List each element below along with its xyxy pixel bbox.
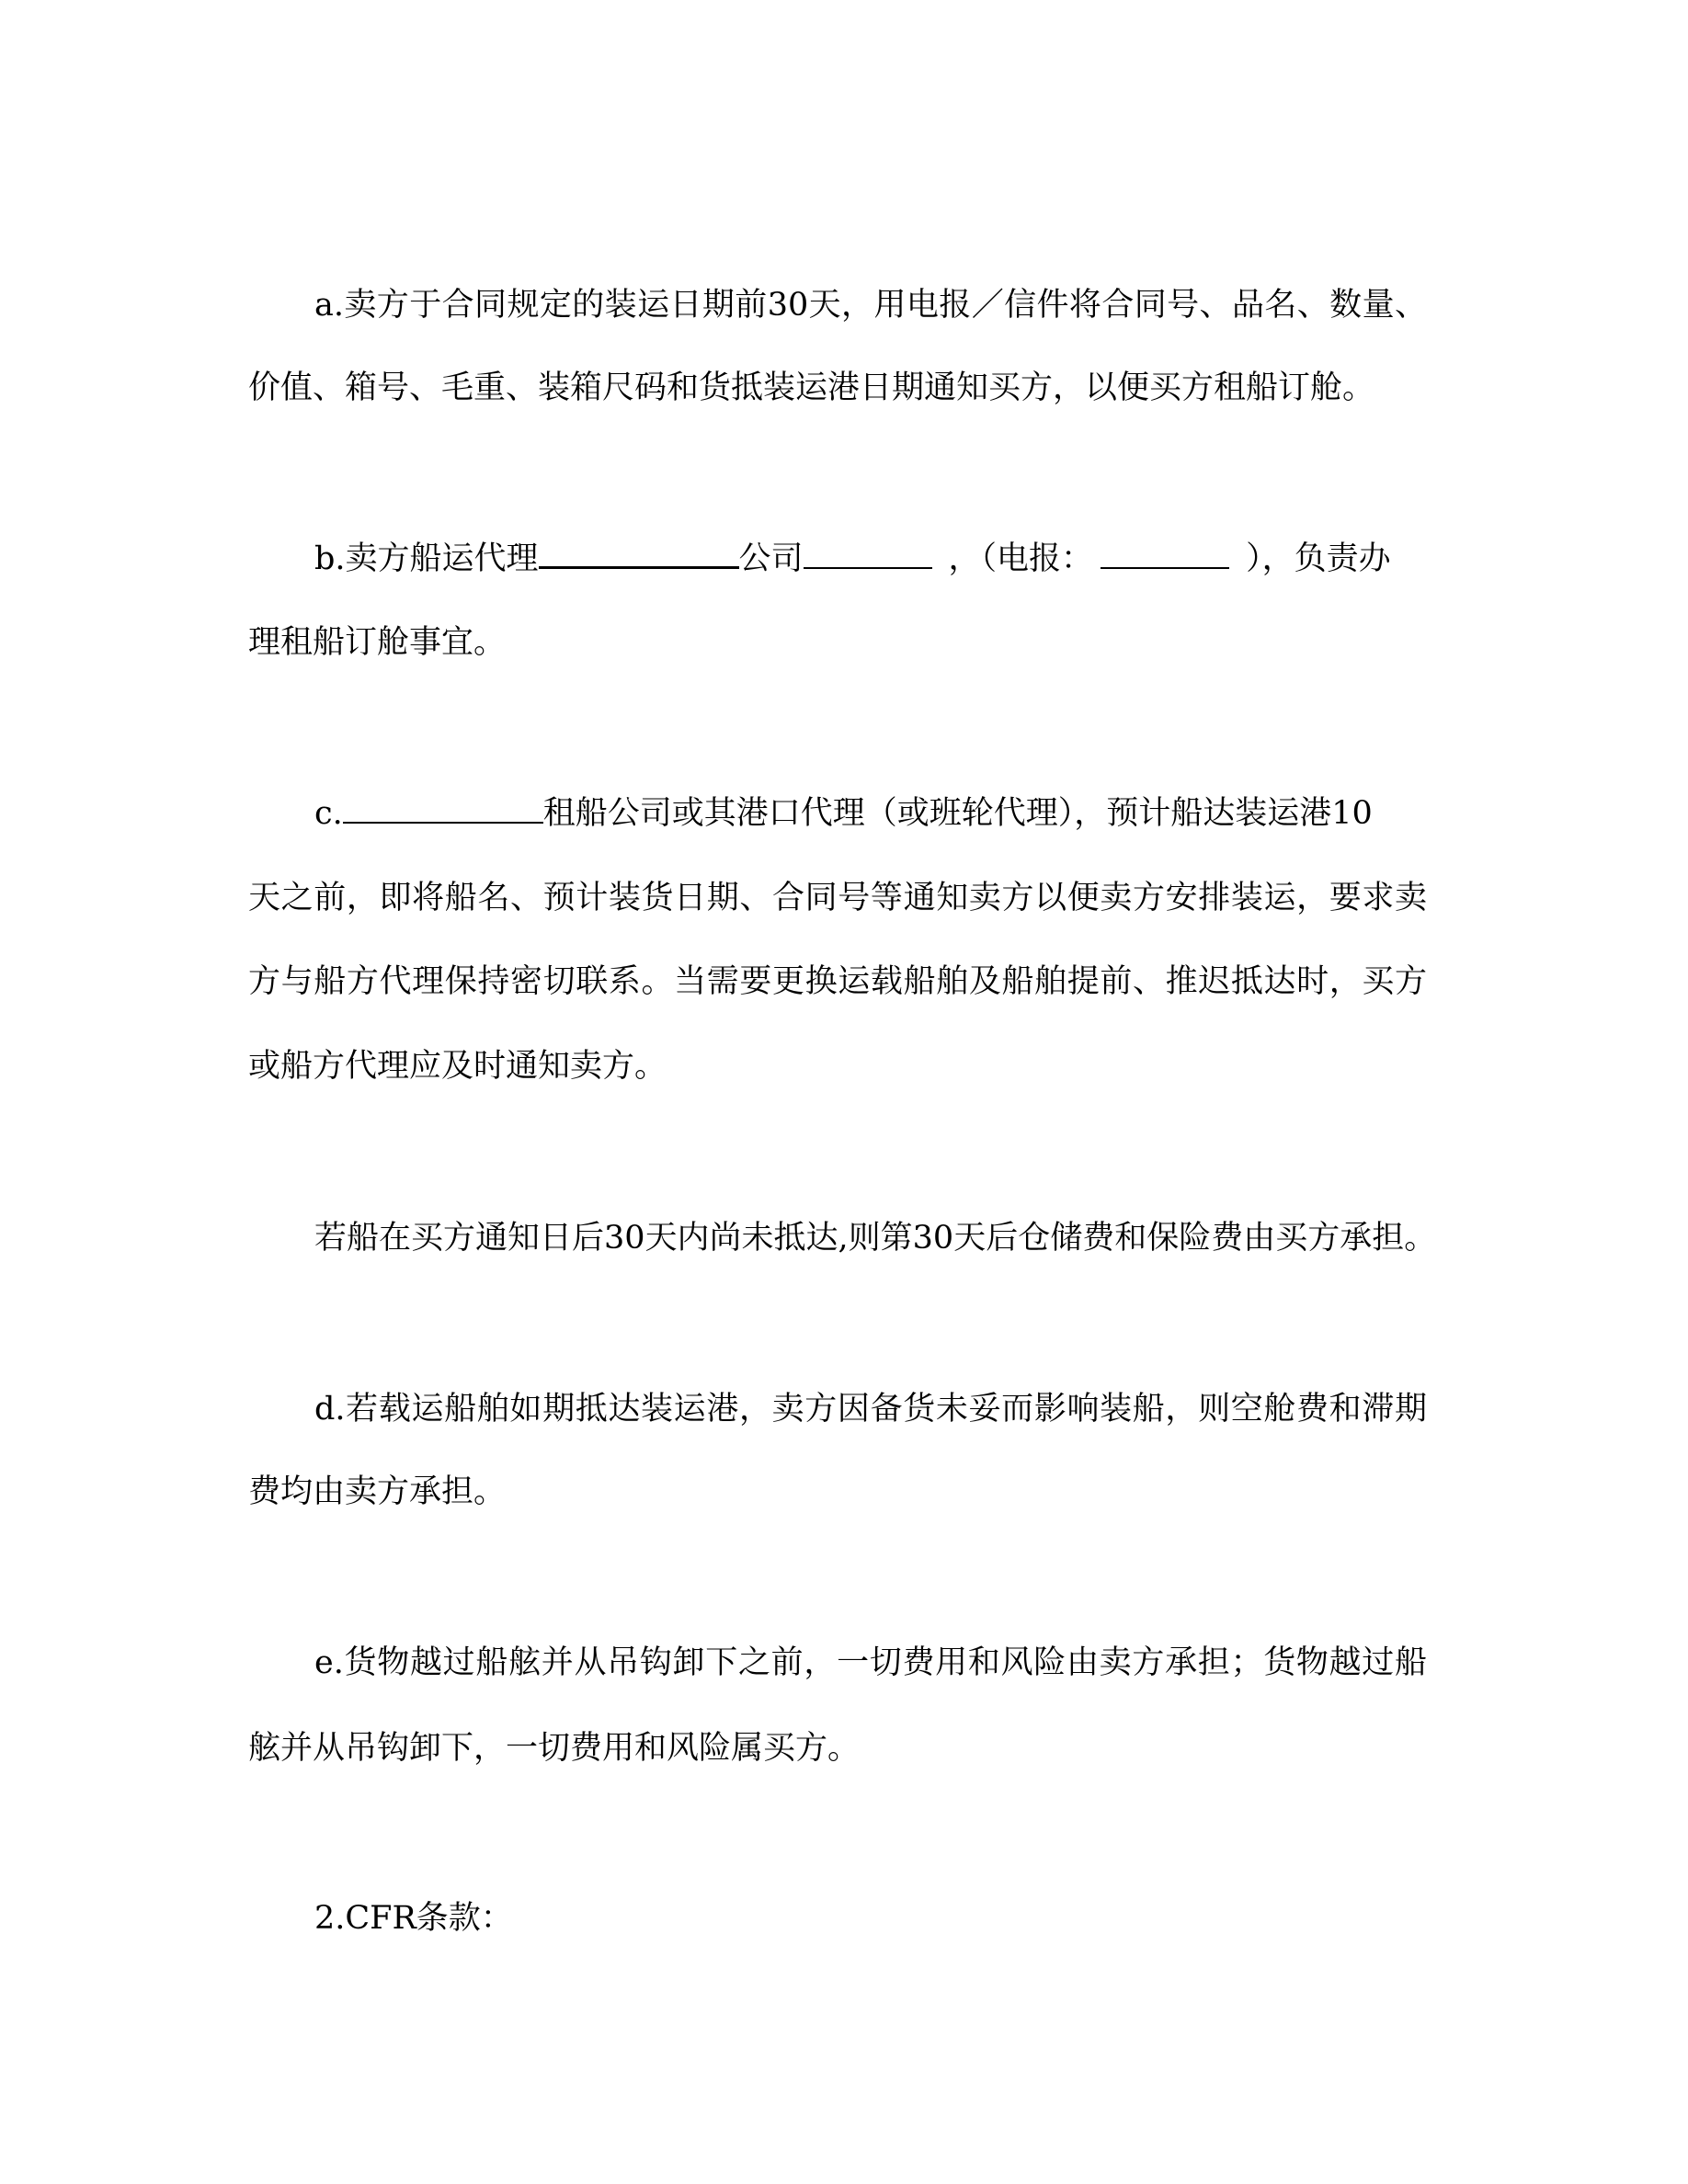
paragraph-c-line-3: 方与船方代理保持密切联系。当需要更换运载船舶及船舶提前、推迟抵达时，买方	[248, 963, 1427, 1000]
paragraph-c-line-1	[314, 793, 1427, 834]
paragraph-c-line-1-rest: 租船公司或其港口代理（或班轮代理），预计船达装运港10	[542, 795, 1373, 832]
charter-company-blank[interactable]	[343, 794, 543, 824]
paragraph-c-prefix: c.	[314, 795, 343, 832]
paragraph-storage-line-1: 若船在买方通知日后30天内尚未抵达,则第30天后仓储费和保险费由买方承担。	[314, 1220, 1437, 1257]
telegram-blank[interactable]	[1101, 540, 1229, 569]
paragraph-b-line-2: 理租船订舱事宜。	[248, 624, 507, 661]
paragraph-a-line-1: a.卖方于合同规定的装运日期前30天，用电报／信件将合同号、品名、数量、	[314, 287, 1427, 324]
paragraph-d-line-2: 费均由卖方承担。	[248, 1473, 507, 1510]
paragraph-e-line-1: e.货物越过船舷并从吊钩卸下之前，一切费用和风险由卖方承担；货物越过船	[314, 1644, 1427, 1681]
paragraph-b-company: 公司	[738, 540, 804, 577]
paragraph-b-suffix: ），负责办	[1246, 540, 1391, 577]
section-2-heading: 2.CFR条款：	[314, 1900, 513, 1937]
company-blank[interactable]	[804, 540, 932, 569]
paragraph-b-telegram: ，（电报：	[948, 540, 1094, 577]
paragraph-c-line-2: 天之前，即将船名、预计装货日期、合同号等通知卖方以便卖方安排装运，要求卖	[248, 880, 1427, 916]
paragraph-a-line-2: 价值、箱号、毛重、装箱尺码和货抵装运港日期通知买方，以便买方租船订舱。	[248, 370, 1375, 406]
paragraph-b-line-1	[314, 539, 1427, 579]
paragraph-e-line-2: 舷并从吊钩卸下，一切费用和风险属买方。	[248, 1730, 861, 1767]
agent-blank[interactable]	[539, 539, 739, 569]
paragraph-d-line-1: d.若载运船舶如期抵达装运港，卖方因备货未妥而影响装船，则空舱费和滞期	[314, 1391, 1427, 1428]
paragraph-c-line-4: 或船方代理应及时通知卖方。	[248, 1048, 667, 1085]
paragraph-b-prefix: b.卖方船运代理	[314, 540, 539, 577]
